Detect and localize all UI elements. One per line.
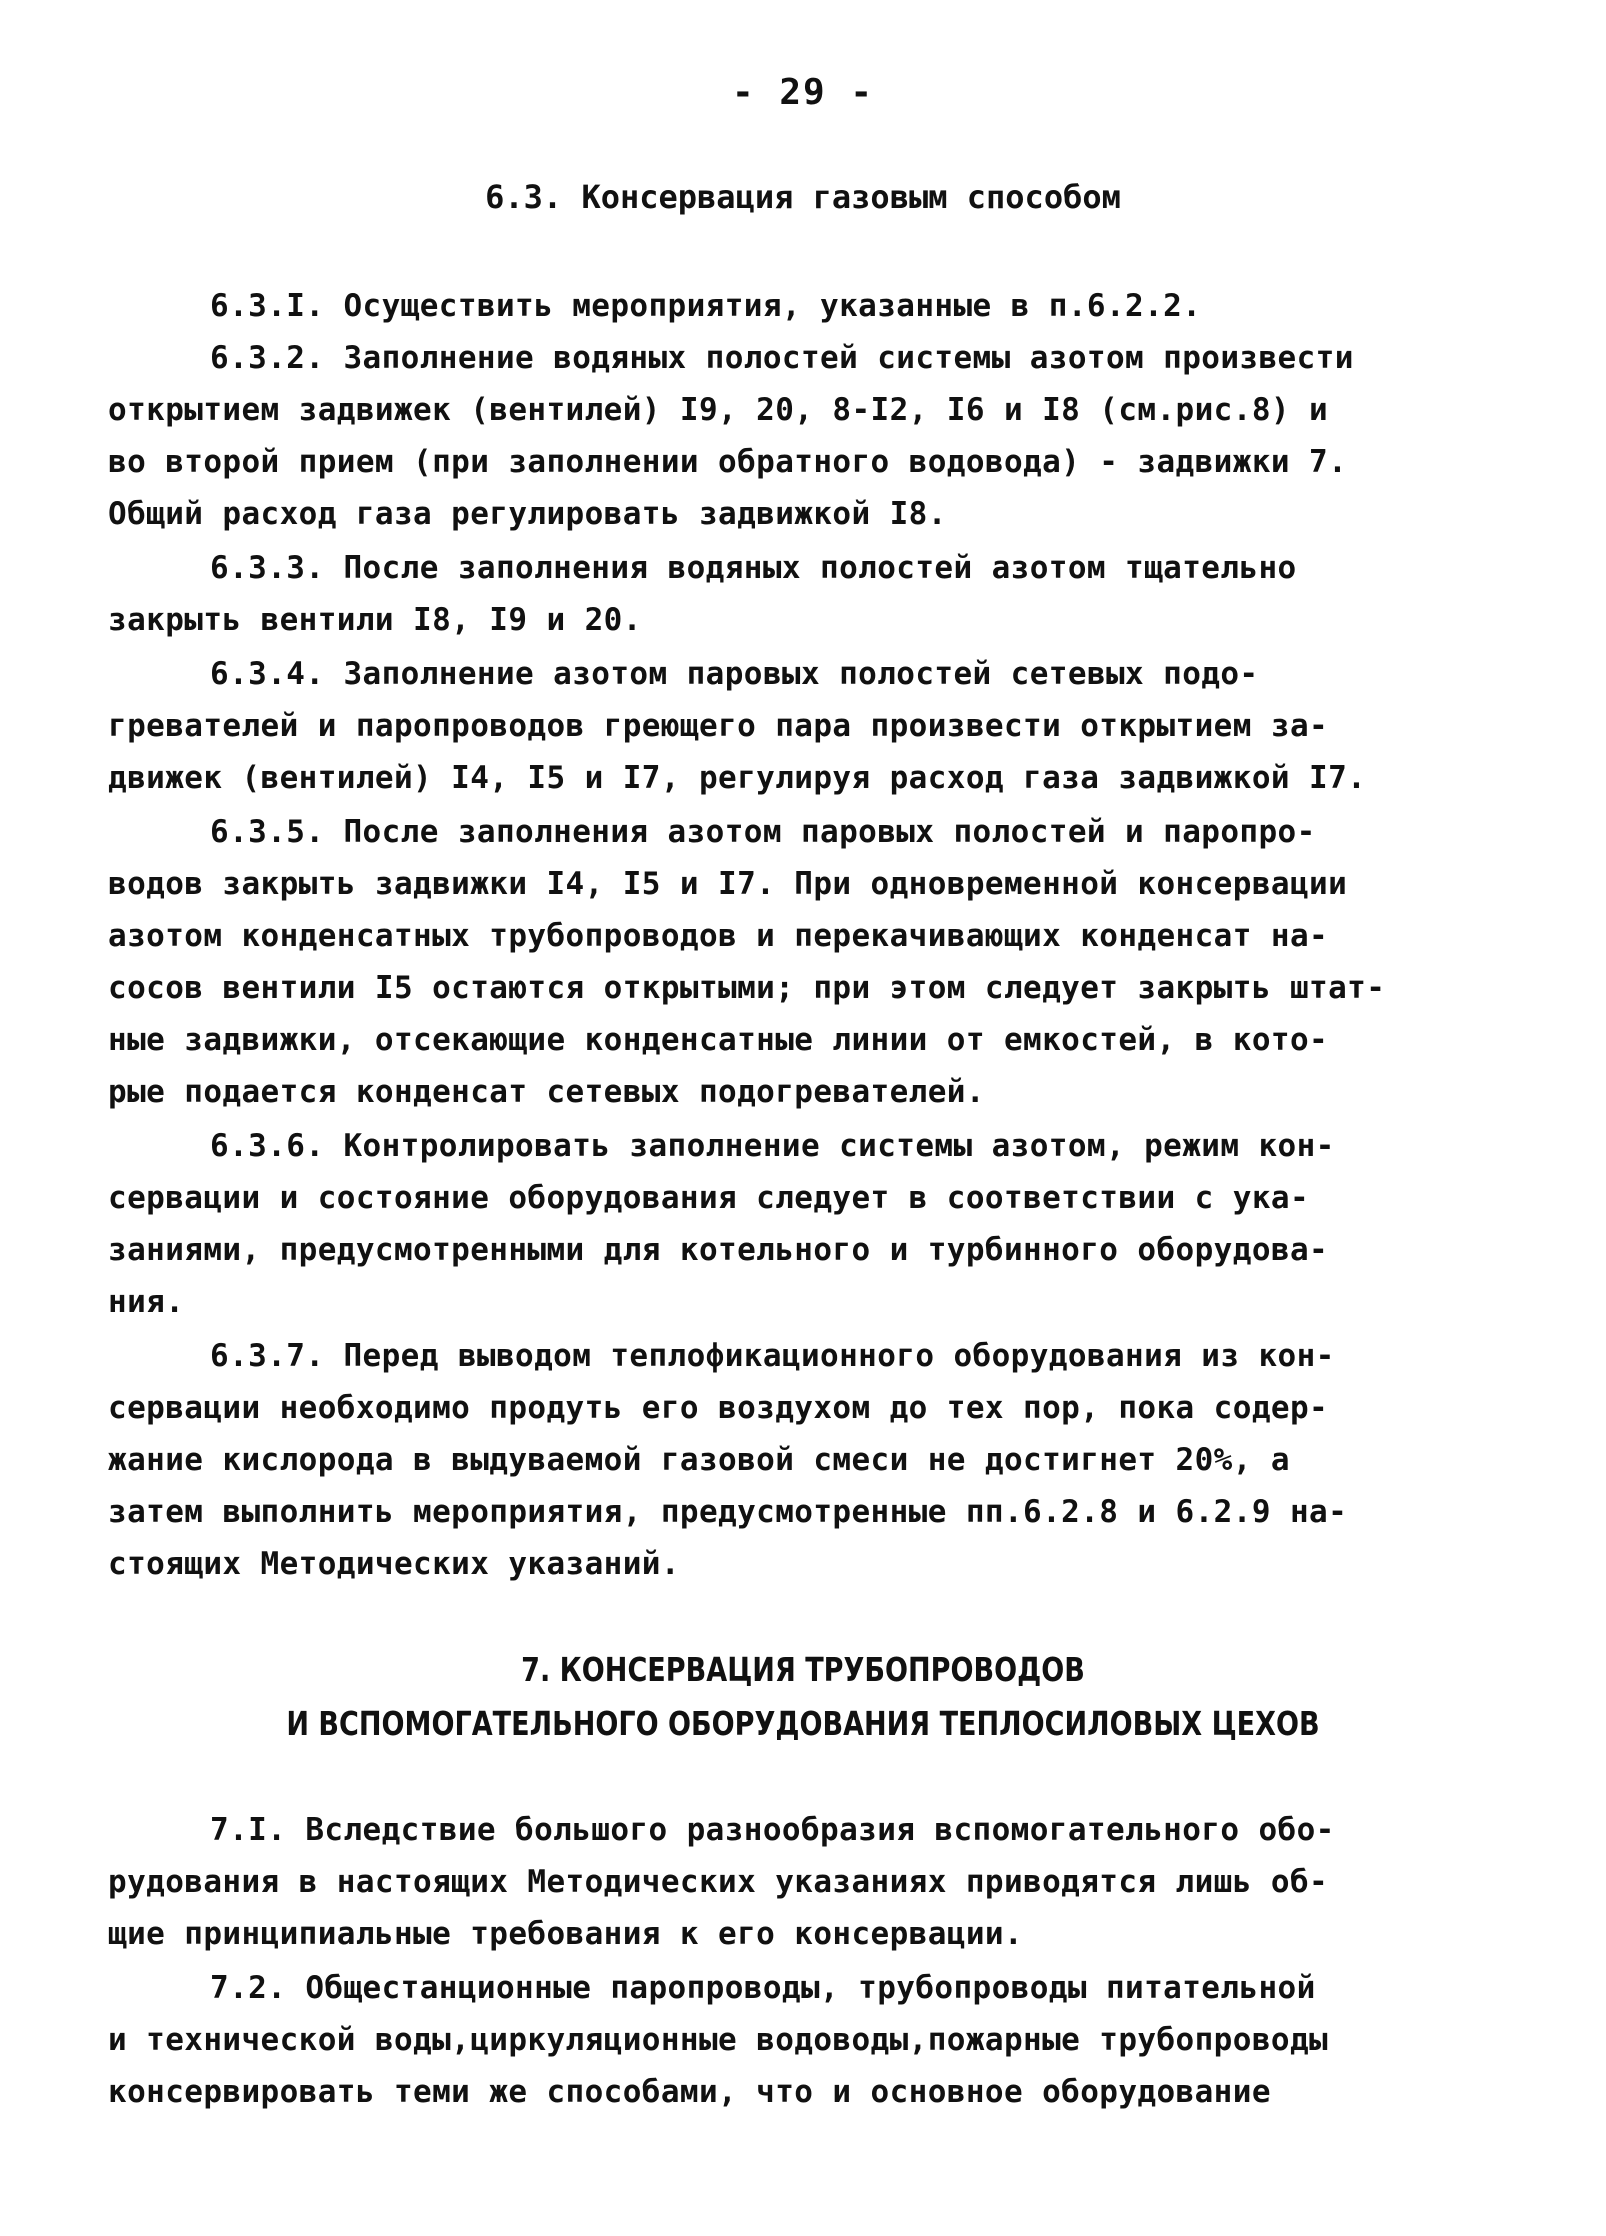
text-line: сосов вентили I5 остаются открытыми; при этом следует закрыть штат- (108, 970, 1386, 1006)
text-line: открытием задвижек (вентилей) I9, 20, 8-I2, I6 и I8 (см.рис.8) и (108, 392, 1329, 428)
text-line: щие принципиальные требования к его консервации. (108, 1916, 1024, 1952)
text-line: гревателей и паропроводов греющего пара произвести открытием за- (108, 708, 1329, 744)
text-line: 6.3.3. После заполнения водяных полостей азотом тщательно (210, 550, 1297, 586)
text-line: ные задвижки, отсекающие конденсатные линии от емкостей, в кото- (108, 1022, 1329, 1058)
section-6-3-heading: 6.3. Консервация газовым способом (485, 178, 1121, 216)
text-line: заниями, предусмотренными для котельного и турбинного оборудова- (108, 1232, 1329, 1268)
text-line: закрыть вентили I8, I9 и 20. (108, 602, 642, 638)
text-line: жание кислорода в выдуваемой газовой смеси не достигнет 20%, а (108, 1442, 1290, 1478)
text-line: рые подается конденсат сетевых подогревателей. (108, 1074, 985, 1110)
page-number: - 29 - (731, 72, 875, 113)
text-line: водов закрыть задвижки I4, I5 и I7. При одновременной консервации (108, 866, 1348, 902)
text-line: во второй прием (при заполнении обратного водовода) - задвижки 7. (108, 444, 1348, 480)
text-line: движек (вентилей) I4, I5 и I7, регулируя расход газа задвижкой I7. (108, 760, 1367, 796)
text-line: 6.3.2. Заполнение водяных полостей системы азотом произвести (210, 340, 1354, 376)
text-line: азотом конденсатных трубопроводов и перекачивающих конденсат на- (108, 918, 1329, 954)
text-line: 6.3.4. Заполнение азотом паровых полостей сетевых подо- (210, 656, 1259, 692)
text-line: и технической воды,циркуляционные водоводы,пожарные трубопроводы (108, 2022, 1329, 2058)
text-line: затем выполнить мероприятия, предусмотренные пп.6.2.8 и 6.2.9 на- (108, 1494, 1348, 1530)
text-line: сервации необходимо продуть его воздухом до тех пор, пока содер- (108, 1390, 1329, 1426)
text-line: 7.2. Общестанционные паропроводы, трубопроводы питательной (210, 1970, 1316, 2006)
text-line: Общий расход газа регулировать задвижкой I8. (108, 496, 947, 532)
text-line: сервации и состояние оборудования следует в соответствии с ука- (108, 1180, 1310, 1216)
section-7-heading-line-2: И ВСПОМОГАТЕЛЬНОГО ОБОРУДОВАНИЯ ТЕПЛОСИЛОВЫХ ЦЕХОВ (286, 1704, 1320, 1743)
text-line: ния. (108, 1284, 185, 1320)
text-line: 6.3.5. После заполнения азотом паровых полостей и паропро- (210, 814, 1316, 850)
section-7-heading-line-1: 7. КОНСЕРВАЦИЯ ТРУБОПРОВОДОВ (521, 1650, 1085, 1689)
text-line: стоящих Методических указаний. (108, 1546, 680, 1582)
text-line: рудования в настоящих Методических указаниях приводятся лишь об- (108, 1864, 1329, 1900)
text-line: 7.I. Вследствие большого разнообразия вспомогательного обо- (210, 1812, 1335, 1848)
text-line: 6.3.7. Перед выводом теплофикационного оборудования из кон- (210, 1338, 1335, 1374)
text-line: консервировать теми же способами, что и основное оборудование (108, 2074, 1271, 2110)
text-line: 6.3.I. Осуществить мероприятия, указанные в п.6.2.2. (210, 288, 1202, 324)
text-line: 6.3.6. Контролировать заполнение системы азотом, режим кон- (210, 1128, 1335, 1164)
